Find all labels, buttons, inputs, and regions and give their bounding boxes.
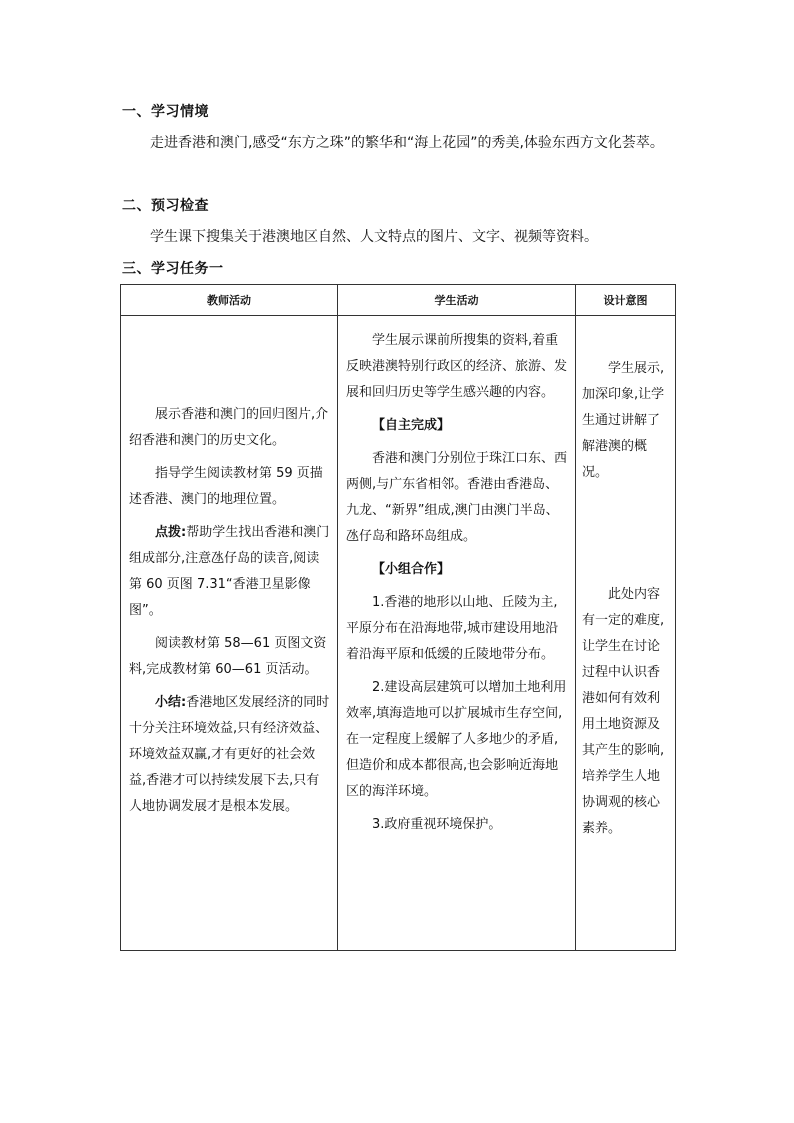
section2-heading: 二、预习检查 — [122, 198, 209, 214]
table-header-row — [121, 285, 676, 316]
student-activity-cell — [338, 316, 576, 951]
teacher-p1: 展示香港和澳门的回归图片,介绍香港和澳门的历史文化。 — [129, 407, 329, 448]
section1-heading: 一、学习情境 — [122, 104, 209, 120]
design-p2: 此处内容有一定的难度,让学生在讨论过程中认识香港如何有效利用土地资源及其产生的影响,培养学生人地协调观的核心素养。 — [582, 587, 665, 836]
section1-text: 走进香港和澳门,感受“东方之珠”的繁华和“海上花园”的秀美,体验东西方文化荟萃。 — [150, 135, 664, 151]
teacher-activity-cell — [121, 316, 338, 951]
student-p5: 3.政府重视环境保护。 — [372, 817, 502, 832]
header-design: 设计意图 — [576, 285, 676, 316]
student-p3: 1.香港的地形以山地、丘陵为主,平原分布在沿海地带,城市建设用地沿着沿海平原和低缓的丘陵地带分布。 — [346, 595, 559, 662]
design-p1: 学生展示,加深印象,让学生通过讲解了解港澳的概况。 — [582, 361, 665, 480]
task-table — [120, 284, 676, 951]
table-body-row — [121, 316, 676, 951]
design-intent-cell — [576, 316, 676, 951]
header-student: 学生活动 — [338, 285, 576, 316]
teacher-p3: 点拨:帮助学生找出香港和澳门组成部分,注意氹仔岛的读音,阅读第 60 页图 7.31“香港卫星影像图”。 — [129, 525, 330, 618]
teacher-p3-lead: 点拨: — [155, 525, 187, 540]
student-tag-self: 【自主完成】 — [372, 418, 451, 433]
student-p1: 学生展示课前所搜集的资料,着重反映港澳特别行政区的经济、旅游、发展和回归历史等学生感兴趣的内容。 — [346, 333, 568, 400]
student-p2: 香港和澳门分别位于珠江口东、西两侧,与广东省相邻。香港由香港岛、九龙、“新界”组成,澳门由澳门半岛、氹仔岛和路环岛组成。 — [346, 451, 568, 544]
student-tag-group: 【小组合作】 — [372, 562, 451, 577]
header-teacher: 教师活动 — [121, 285, 338, 316]
section3-heading: 三、学习任务一 — [122, 261, 224, 277]
teacher-p5-lead: 小结: — [155, 695, 187, 710]
teacher-p2: 指导学生阅读教材第 59 页描述香港、澳门的地理位置。 — [129, 466, 323, 507]
student-p4: 2.建设高层建筑可以增加土地利用效率,填海造地可以扩展城市生存空间,在一定程度上缓解了人多地少的矛盾,但造价和成本都很高,也会影响近海地区的海洋环境。 — [346, 680, 567, 799]
section2-text: 学生课下搜集关于港澳地区自然、人文特点的图片、文字、视频等资料。 — [150, 229, 598, 245]
teacher-p4: 阅读教材第 58—61 页图文资料,完成教材第 60—61 页活动。 — [129, 636, 327, 677]
teacher-p5: 小结:香港地区发展经济的同时十分关注环境效益,只有经济效益、环境效益双赢,才有更好的社会效益,香港才可以持续发展下去,只有人地协调发展才是根本发展。 — [129, 695, 330, 814]
